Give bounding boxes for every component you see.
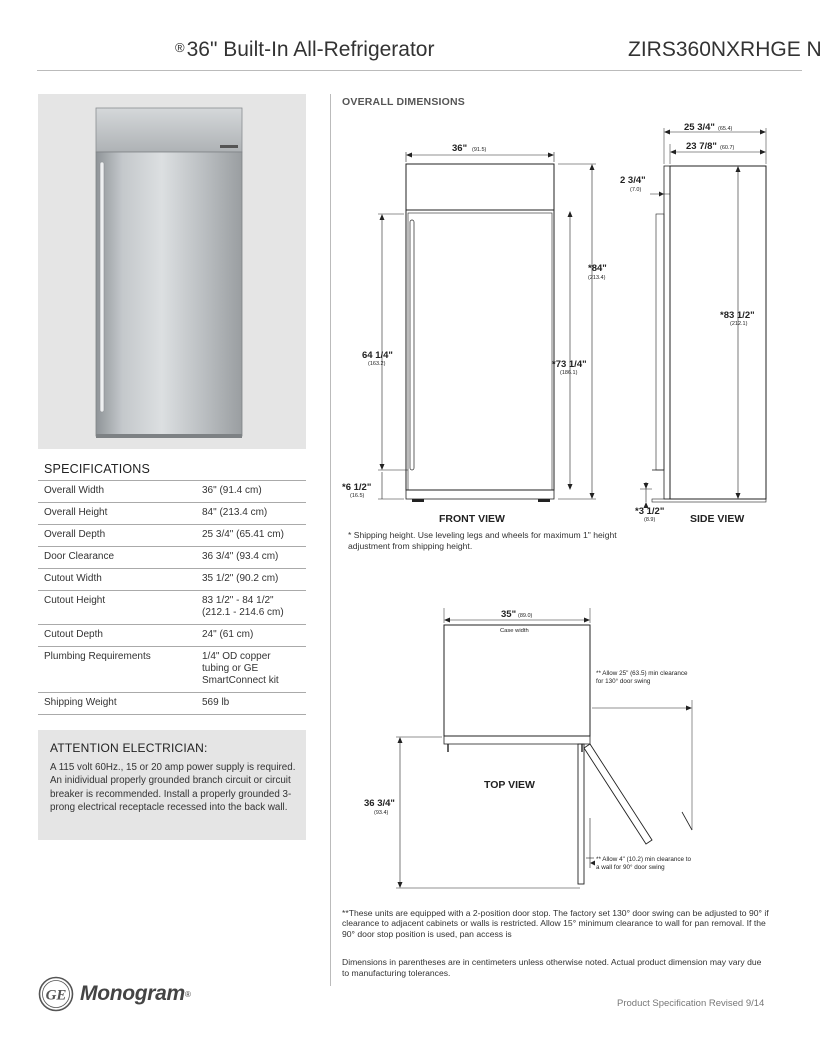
case-depth-label: 23 7/8"	[686, 141, 717, 152]
door-depth-label: 2 3/4"	[620, 175, 646, 186]
top-view	[396, 608, 692, 888]
toe-height-cm: (8.9)	[644, 517, 656, 523]
spec-label: Overall Depth	[44, 529, 106, 540]
case-depth-cm: (60.7)	[720, 145, 735, 151]
spec-row	[38, 524, 306, 546]
title-text: 36" Built-In All-Refrigerator	[186, 38, 435, 61]
spec-value: 1/4" OD copper tubing or GE SmartConnect kit	[202, 651, 279, 686]
header-divider	[37, 70, 802, 71]
specifications-heading: SPECIFICATIONS	[44, 462, 151, 476]
case-height-cm: (212.1)	[730, 321, 748, 327]
spec-label: Cutout Depth	[44, 629, 103, 640]
spec-row	[38, 692, 306, 715]
spec-row	[38, 624, 306, 646]
spec-label: Overall Height	[44, 507, 108, 518]
monogram-logo	[38, 976, 191, 1012]
wall-clearance-note: ** Allow 4" (10.2) min clearance to a wall for 90° door swing	[596, 856, 691, 871]
spec-row	[38, 502, 306, 524]
door-height-cm: (186.1)	[560, 370, 578, 376]
swing-clearance-note: ** Allow 25" (63.5) min clearance for 130° door swing	[596, 670, 688, 685]
case-width-caption: Case width	[500, 628, 529, 634]
top-view-label: TOP VIEW	[484, 779, 535, 791]
electrician-box	[38, 730, 306, 840]
door-clearance-label: 36 3/4"	[364, 798, 395, 809]
spec-label: Shipping Weight	[44, 697, 117, 708]
column-divider	[330, 94, 331, 986]
spec-value: 569 lb	[202, 697, 230, 708]
product-photo	[38, 94, 306, 449]
spec-row	[38, 480, 306, 502]
spec-value: 83 1/2" - 84 1/2" (212.1 - 214.6 cm)	[202, 595, 284, 618]
spec-value: 25 3/4" (65.41 cm)	[202, 529, 284, 540]
spec-value: 35 1/2" (90.2 cm)	[202, 573, 279, 584]
toe-height-label: *3 1/2"	[635, 506, 665, 517]
door-stop-note: **These units are equipped with a 2-position door stop. The factory set 130° door swing can be adjusted to 90° if clearance to adjacent cabinets or walls is restricted. Allow 15° minimum clearance to wall for pan removal. If the 90° door stop position is used, pan access is	[342, 908, 769, 939]
dimension-note: Dimensions in parentheses are in centimeters unless otherwise noted. Actual product dimension may vary due to manufacturing tolerances.	[342, 957, 762, 978]
model-number: ZIRS360NXRHGE N	[628, 38, 822, 61]
front-height-label: *84"	[588, 263, 607, 274]
registered-mark: ®	[175, 40, 185, 55]
case-height-label: *83 1/2"	[720, 310, 755, 321]
brand-name: Monogram	[80, 982, 185, 1005]
revision-note: Product Specification Revised 9/14	[617, 998, 765, 1009]
handle-height-cm: (163.2)	[368, 361, 386, 367]
shipping-height-note: * Shipping height. Use leveling legs and wheels for maximum 1" height adjustment from shipping height.	[348, 530, 617, 551]
door-clearance-cm: (93.4)	[374, 810, 389, 816]
spec-row	[38, 568, 306, 590]
spec-label: Door Clearance	[44, 551, 115, 562]
front-view	[378, 152, 596, 502]
handle-height-label: 64 1/4"	[362, 350, 393, 361]
spec-value: 24" (61 cm)	[202, 629, 254, 640]
front-view-label: FRONT VIEW	[439, 513, 505, 525]
spec-value: 36 3/4" (93.4 cm)	[202, 551, 279, 562]
spec-label: Cutout Height	[44, 595, 106, 606]
side-depth-label: 25 3/4"	[684, 122, 715, 133]
case-width-cm: (89.0)	[518, 613, 533, 619]
side-depth-cm: (65.4)	[718, 126, 733, 132]
brand-registered-mark: ®	[184, 989, 191, 999]
base-height-cm: (16.5)	[350, 493, 365, 499]
door-height-label: *73 1/4"	[552, 359, 587, 370]
spec-row	[38, 546, 306, 568]
spec-row	[38, 590, 306, 624]
spec-label: Plumbing Requirements	[44, 651, 151, 662]
spec-value: 36" (91.4 cm)	[202, 485, 262, 496]
svg-text:GE: GE	[45, 987, 67, 1004]
electrician-title: ATTENTION ELECTRICIAN:	[50, 741, 208, 755]
door-depth-cm: (7.0)	[630, 187, 642, 193]
electrician-text: A 115 volt 60Hz., 15 or 20 amp power supply is required. An inidividual properly grounded branch circuit or circuit breaker is recommended. Install a properly grounded 3-prong electrical receptacle recessed into the back wall.	[50, 762, 296, 814]
refrigerator-image	[38, 94, 306, 449]
spec-label: Cutout Width	[44, 573, 102, 584]
spec-value: 84" (213.4 cm)	[202, 507, 268, 518]
spec-row	[38, 646, 306, 692]
dimensions-heading: OVERALL DIMENSIONS	[342, 96, 466, 108]
base-height-label: *6 1/2"	[342, 482, 372, 493]
page-title	[175, 38, 434, 62]
case-width-label: 35"	[501, 609, 517, 620]
ge-logo-icon	[38, 976, 74, 1012]
spec-label: Overall Width	[44, 485, 105, 496]
specifications-table	[38, 480, 306, 715]
front-width-cm: (91.5)	[472, 147, 487, 153]
front-width-label: 36"	[452, 143, 468, 154]
dimension-drawing	[334, 110, 802, 900]
front-height-cm: (213.4)	[588, 275, 606, 281]
side-view-label: SIDE VIEW	[690, 513, 745, 525]
